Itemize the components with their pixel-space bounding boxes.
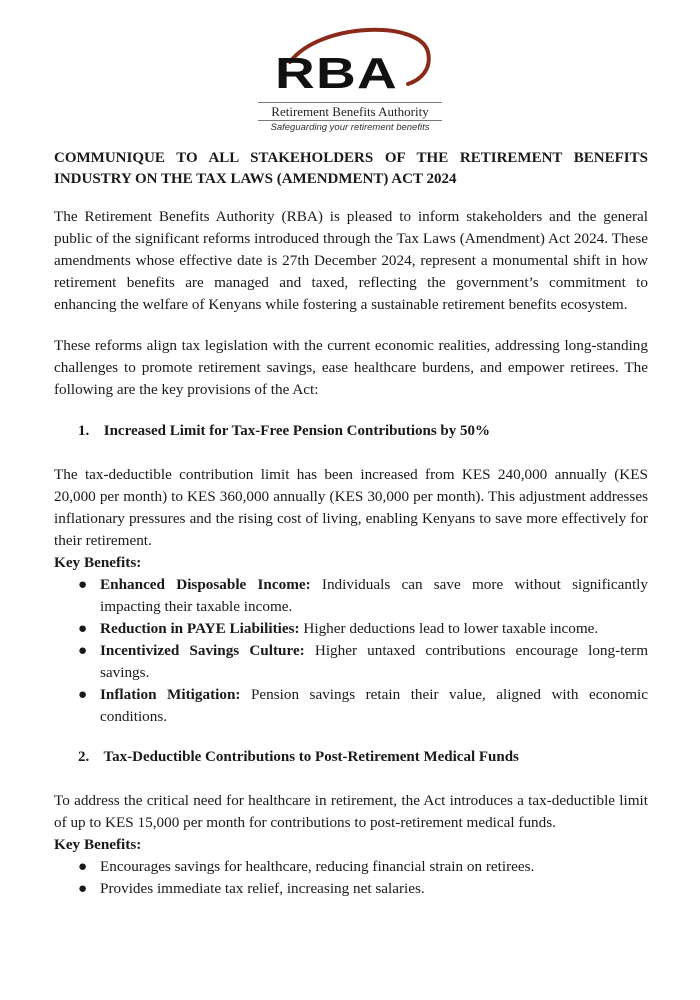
benefit-text: Provides immediate tax relief, increasing net salaries. [100,880,425,897]
section-number: 2. [78,749,90,765]
logo-wordmark: RBA [275,49,398,98]
benefit-text: Encourages savings for healthcare, reducing financial strain on retirees. [100,858,535,875]
section-body: To address the critical need for healthcare in retirement, the Act introduces a tax-deductible limit of up to KES 15,000 per month for contributions to post-retirement medical funds. [54,792,648,831]
benefit-title: Reduction in PAYE Liabilities: [100,620,300,637]
key-benefits-label: Key Benefits: [54,836,142,853]
benefit-title: Incentivized Savings Culture: [100,642,305,659]
bullet-icon: ● [78,686,88,703]
logo-tagline: Safeguarding your retirement benefits [270,122,430,133]
logo-organization: Retirement Benefits Authority [271,104,429,119]
benefits-list [54,856,648,900]
bullet-icon: ● [78,858,88,875]
document-body [54,148,648,918]
benefit-text: Individuals can save more without significantly impacting their taxable income. [100,576,648,615]
section-number: 1. [78,423,90,439]
section-heading [78,746,648,768]
benefit-text: Higher deductions lead to lower taxable income. [299,620,599,637]
section-title: Increased Limit for Tax-Free Pension Contributions by 50% [103,423,491,439]
bullet-icon: ● [78,642,88,659]
benefits-list [54,574,648,728]
benefit-title: Enhanced Disposable Income: [100,576,311,593]
document-title: COMMUNIQUE TO ALL STAKEHOLDERS OF THE RETIREMENT BENEFITS INDUSTRY ON THE TAX LAWS (AMENDMENT) ACT 2024 [54,150,648,187]
bullet-icon: ● [78,880,88,897]
rba-logo [250,22,450,133]
intro-paragraph: The Retirement Benefits Authority (RBA) is pleased to inform stakeholders and the general public of the significant reforms introduced through the Tax Laws (Amendment) Act 2024. These amendments whose effective date is 27th December 2024, represent a monumental shift in how retirement benefits are managed and taxed, reflecting the government’s commitment to enhancing the welfare of Kenyans while fostering a sustainable retirement benefits ecosystem. [54,208,648,313]
benefit-text: Pension savings retain their value, aligned with economic conditions. [100,686,648,725]
benefit-title: Inflation Mitigation: [100,686,241,703]
section-body: The tax-deductible contribution limit has been increased from KES 240,000 annually (KES 20,000 per month) to KES 360,000 annually (KES 30,000 per month). This adjustment addresses inflationary pressures and the rising cost of living, enabling Kenyans to save more effectively for their retirement. [54,466,648,549]
section-heading [78,420,648,442]
benefit-item [54,684,648,728]
logo-divider [258,120,442,121]
benefit-text: Higher untaxed contributions encourage long-term savings. [100,642,649,681]
benefit-item [54,618,648,640]
logo-divider [258,102,442,103]
benefit-item [54,878,648,900]
benefit-item [54,574,648,618]
benefit-item [54,640,648,684]
key-benefits-label: Key Benefits: [54,554,142,571]
intro-paragraph: These reforms align tax legislation with the current economic realities, addressing long-standing challenges to promote retirement savings, ease healthcare burdens, and empower retirees. The following are the key provisions of the Act: [54,337,648,398]
bullet-icon: ● [78,576,88,593]
section-title: Tax-Deductible Contributions to Post-Retirement Medical Funds [103,749,519,765]
benefit-item [54,856,648,878]
bullet-icon: ● [78,620,88,637]
